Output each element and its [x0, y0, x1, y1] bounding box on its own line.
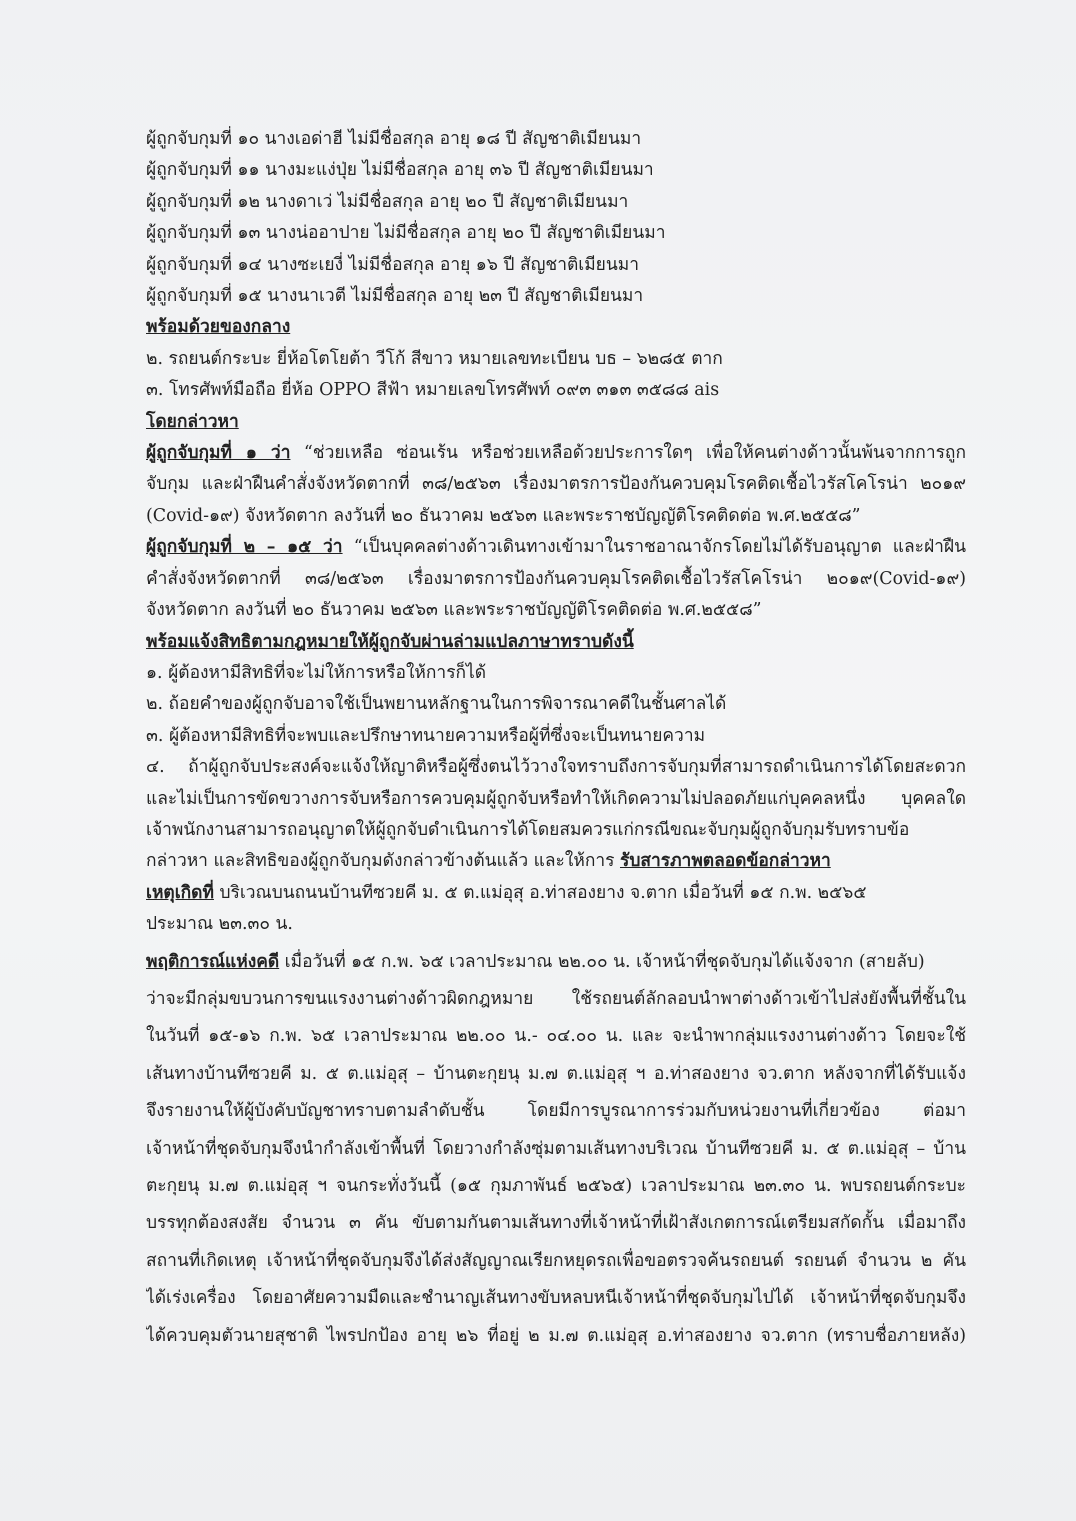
facts-text: เมื่อวันที่ ๑๕ ก.พ. ๖๕ เวลาประมาณ ๒๒.๐๐ น. เจ้าหน้าที่ชุดจับกุมได้แจ้งจาก (สายลับ): [279, 951, 925, 972]
rights-item4-line: ๔. ถ้าผู้ถูกจับประสงค์จะแจ้งให้ญาติหรือผู้ซึ่งตนไว้วางใจทราบถึงการจับกุมที่สามารถดำเนินการได้โดยสะดวก: [146, 757, 966, 778]
arrested-line: ผู้ถูกจับกุมที่ ๑๒ นางดาเว่ ไม่มีชื่อสกุล อายุ ๒๐ ปี สัญชาติเมียนมา: [146, 191, 629, 212]
incident-label: เหตุเกิดที่: [146, 882, 214, 903]
arrested-line: ผู้ถูกจับกุมที่ ๑๓ นางน่ออาปาย ไม่มีชื่อสกุล อายุ ๒๐ ปี สัญชาติเมียนมา: [146, 223, 666, 244]
charge-p2-line: จังหวัดตาก ลงวันที่ ๒๐ ธันวาคม ๒๕๖๓ และพระราชบัญญัติโรคติดต่อ พ.ศ.๒๕๕๘”: [146, 600, 762, 621]
facts-line: ในวันที่ ๑๕-๑๖ ก.พ. ๖๕ เวลาประมาณ ๒๒.๐๐ น.- ๐๔.๐๐ น. และ จะนำพากลุ่มแรงงานต่างด้าว โดยจะใช้: [146, 1026, 966, 1047]
facts-line: เส้นทางบ้านทีซวยคี ม. ๕ ต.แม่อุสุ – บ้านตะกุยนุ ม.๗ ต.แม่อุสุ ฯ อ.ท่าสองยาง จว.ตาก หลังจากที่ได้รับแจ้ง: [146, 1063, 966, 1084]
charge-p1-line: จับกุม และฝ่าฝืนคำสั่งจังหวัดตากที่ ๓๘/๒๕๖๓ เรื่องมาตรการป้องกันควบคุมโรคติดเชื้อไวรัสโคโรน่า ๒๐๑๙: [146, 474, 966, 495]
facts-line: สถานที่เกิดเหตุ เจ้าหน้าที่ชุดจับกุมจึงได้ส่งสัญญาณเรียกหยุดรถเพื่อขอตรวจค้นรถยนต์ รถยนต์ จำนวน ๒ คัน: [146, 1250, 966, 1271]
facts-line: ได้เร่งเครื่อง โดยอาศัยความมืดและชำนาญเส้นทางขับหลบหนีเจ้าหน้าที่ชุดจับกุมไปได้ เจ้าหน้าที่ชุดจับกุมจึง: [146, 1288, 966, 1309]
arrested-line: ผู้ถูกจับกุมที่ ๑๑ นางมะแง่ปุ่ย ไม่มีชื่อสกุล อายุ ๓๖ ปี สัญชาติเมียนมา: [146, 160, 654, 181]
rights-item4-line: เจ้าพนักงานสามารถอนุญาตให้ผู้ถูกจับดำเนินการได้โดยสมควรแก่กรณีขณะจับกุมผู้ถูกจับกุมรับทราบข้อ: [146, 819, 910, 840]
charge-p2-line: [146, 532, 966, 563]
facts-line: จึงรายงานให้ผู้บังคับบัญชาทราบตามลำดับชั้น โดยมีการบูรณาการร่วมกับหน่วยงานที่เกี่ยวข้อง ต่อมา: [146, 1101, 966, 1122]
arrested-line: ผู้ถูกจับกุมที่ ๑๕ นางนาเวตี ไม่มีชื่อสกุล อายุ ๒๓ ปี สัญชาติเมียนมา: [146, 286, 644, 307]
rights-item4-line: [146, 846, 966, 877]
facts-line: ว่าจะมีกลุ่มขบวนการขนแรงงานต่างด้าวผิดกฎหมาย ใช้รถยนต์ลักลอบนำพาต่างด้าวเข้าไปส่งยังพื้นที่ชั้นใน: [146, 988, 966, 1009]
facts-label: พฤติการณ์แห่งคดี: [146, 951, 280, 972]
rights-item: ๑. ผู้ต้องหามีสิทธิที่จะไม่ให้การหรือให้การก็ได้: [146, 662, 487, 683]
document-body: [146, 124, 966, 1352]
charge-p1-line: (Covid-๑๙) จังหวัดตาก ลงวันที่ ๒๐ ธันวาคม ๒๕๖๓ และพระราชบัญญัติโรคติดต่อ พ.ศ.๒๕๕๘”: [146, 505, 861, 526]
incident-text: บริเวณบนถนนบ้านทีซวยคี ม. ๕ ต.แม่อุสุ อ.ท่าสองยาง จ.ตาก เมื่อวันที่ ๑๕ ก.พ. ๒๕๖๕: [213, 882, 867, 903]
facts-line: [146, 947, 966, 978]
rights-item: ๓. ผู้ต้องหามีสิทธิที่จะพบและปรึกษาทนายความหรือผู้ที่ซึ่งจะเป็นทนายความ: [146, 725, 706, 746]
charge-heading: โดยกล่าวหา: [146, 411, 239, 432]
arrested-line: ผู้ถูกจับกุมที่ ๑๔ นางซะเยงี่ ไม่มีชื่อสกุล อายุ ๑๖ ปี สัญชาติเมียนมา: [146, 254, 639, 275]
confession-text: รับสารภาพตลอดข้อกล่าวหา: [619, 851, 831, 872]
charge-p1-label: ผู้ถูกจับกุมที่ ๑ ว่า: [146, 443, 291, 464]
rights-item4-line: และไม่เป็นการขัดขวางการจับหรือการควบคุมผู้ถูกจับหรือทำให้เกิดความไม่ปลอดภัยแก่บุคคลหนึ่ง บุคคลใด: [146, 788, 966, 809]
evidence-item: ๒. รถยนต์กระบะ ยี่ห้อโตโยต้า วีโก้ สีขาว หมายเลขทะเบียน บธ – ๖๒๘๕ ตาก: [146, 348, 723, 369]
arrested-line: ผู้ถูกจับกุมที่ ๑๐ นางเอด่าฮี ไม่มีชื่อสกุล อายุ ๑๘ ปี สัญชาติเมียนมา: [146, 129, 642, 149]
incident-line: ประมาณ ๒๓.๓๐ น.: [146, 914, 293, 935]
facts-line: ตะกุยนุ ม.๗ ต.แม่อุสุ ฯ จนกระทั่งวันนี้ (๑๕ กุมภาพันธ์ ๒๕๖๕) เวลาประมาณ ๒๓.๓๐ น. พบรถยนต์กระบะ: [146, 1176, 966, 1196]
rights-heading: พร้อมแจ้งสิทธิตามกฎหมายให้ผู้ถูกจับผ่านล่ามแปลภาษาทราบดังนี้: [146, 631, 634, 652]
evidence-heading: พร้อมด้วยของกลาง: [146, 317, 291, 338]
incident-line: [146, 878, 966, 909]
charge-p1-text: “ช่วยเหลือ ซ่อนเร้น หรือช่วยเหลือด้วยประการใดๆ เพื่อให้คนต่างด้าวนั้นพ้นจากการถูก: [290, 443, 966, 464]
charge-p2-text: “เป็นบุคคลต่างด้าวเดินทางเข้ามาในราชอาณาจักรโดยไม่ได้รับอนุญาต และฝ่าฝืน: [342, 537, 966, 558]
rights-item4-last-text: กล่าวหา และสิทธิของผู้ถูกจับกุมดังกล่าวข้างต้นแล้ว และให้การ: [146, 851, 620, 872]
charge-p2-line: คำสั่งจังหวัดตากที่ ๓๘/๒๕๖๓ เรื่องมาตรการป้องกันควบคุมโรคติดเชื้อไวรัสโคโรน่า ๒๐๑๙(Covid-๑๙): [146, 568, 966, 589]
rights-item: ๒. ถ้อยคำของผู้ถูกจับอาจใช้เป็นพยานหลักฐานในการพิจารณาคดีในชั้นศาลได้: [146, 694, 727, 715]
evidence-item: ๓. โทรศัพท์มือถือ ยี่ห้อ OPPO สีฟ้า หมายเลขโทรศัพท์ ๐๙๓ ๓๑๓ ๓๕๘๘ ais: [146, 380, 720, 401]
facts-line: เจ้าหน้าที่ชุดจับกุมจึงนำกำลังเข้าพื้นที่ โดยวางกำลังซุ่มตามเส้นทางบริเวณ บ้านทีซวยคี ม. ๕ ต.แม่อุสุ – บ้าน: [146, 1138, 966, 1159]
facts-line: ได้ควบคุมตัวนายสุชาติ ไพรปกป้อง อายุ ๒๖ ที่อยู่ ๒ ม.๗ ต.แม่อุสุ อ.ท่าสองยาง จว.ตาก (ทราบชื่อภายหลัง): [146, 1325, 966, 1346]
facts-line: บรรทุกต้องสงสัย จำนวน ๓ คัน ขับตามกันตามเส้นทางที่เจ้าหน้าที่เฝ้าสังเกตการณ์เตรียมสกัดกั้น เมื่อมาถึง: [146, 1213, 966, 1234]
charge-p2-label: ผู้ถูกจับกุมที่ ๒ – ๑๕ ว่า: [146, 537, 343, 558]
charge-p1-line: [146, 438, 966, 469]
